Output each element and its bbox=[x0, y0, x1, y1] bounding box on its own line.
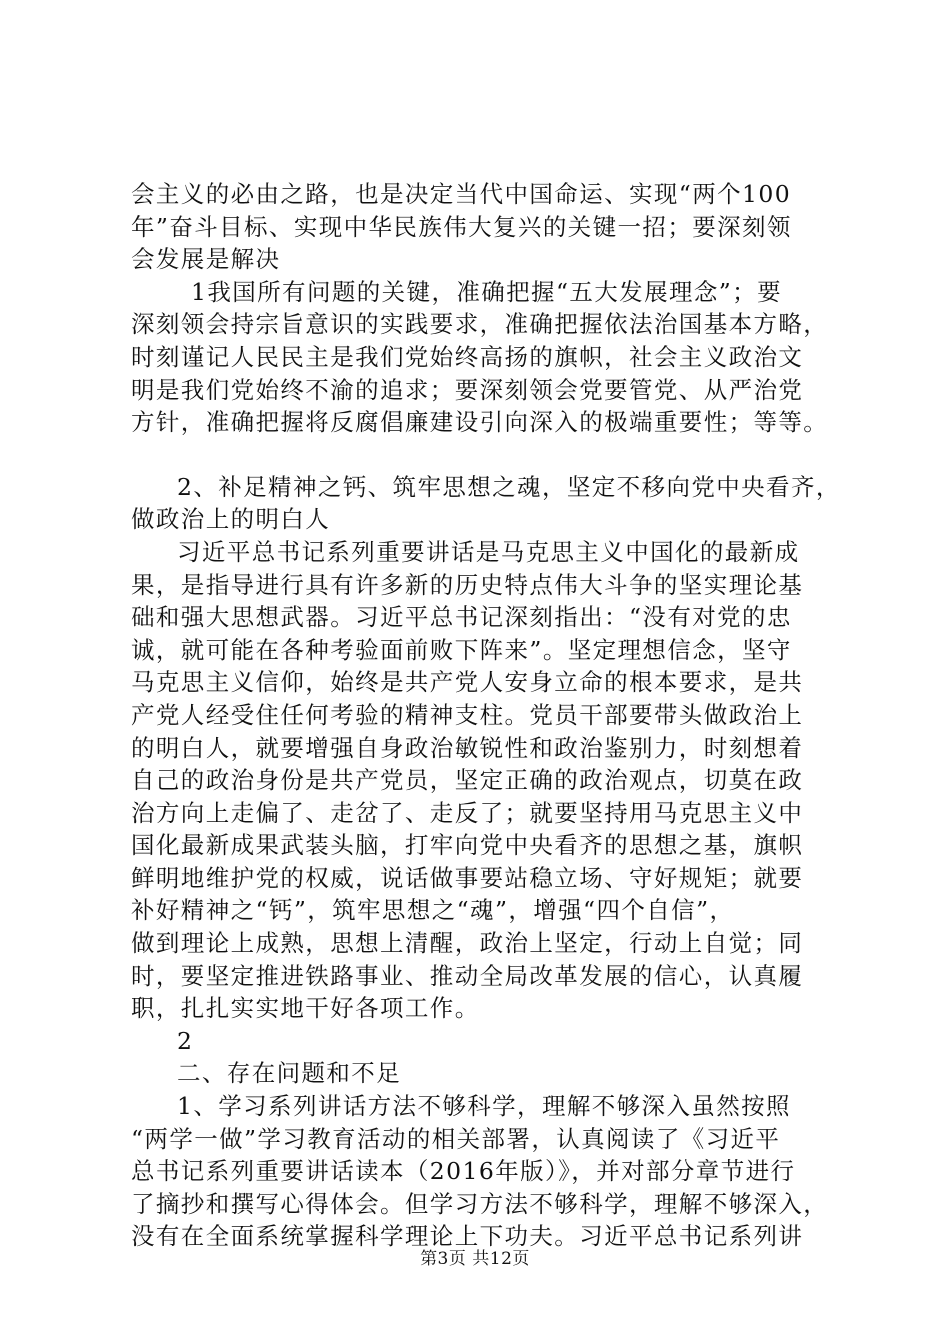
text-line: 1我国所有问题的关键，准确把握“五大发展理念”；要 bbox=[191, 277, 782, 306]
text-line: 马克思主义信仰，始终是共产党人安身立命的根本要求，是共 bbox=[131, 668, 804, 697]
section-heading-line: 2、补足精神之钙、筑牢思想之魂，坚定不移向党中央看齐， bbox=[177, 472, 841, 501]
text-line: 会主义的必由之路，也是决定当代中国命运、实现“两个100 bbox=[131, 180, 792, 208]
page-footer: 第3页 共12页 bbox=[420, 1249, 530, 1269]
text-line: 了摘抄和撰写心得体会。但学习方法不够科学，理解不够深入， bbox=[131, 1189, 829, 1218]
text-line: 深刻领会持宗旨意识的实践要求，准确把握依法治国基本方略， bbox=[131, 310, 829, 339]
text-line: 鲜明地维护党的权威，说话做事要站稳立场、守好规矩；就要 bbox=[131, 863, 804, 892]
text-line: 总书记系列重要讲话读本（2016年版）》，并对部分章节进行 bbox=[131, 1157, 796, 1186]
text-line: 会发展是解决 bbox=[131, 245, 281, 274]
text-line: 没有在全面系统掌握科学理论上下功夫。习近平总书记系列讲 bbox=[131, 1222, 804, 1251]
text-line: 果，是指导进行具有许多新的历史特点伟大斗争的坚实理论基 bbox=[131, 570, 804, 599]
text-line: 职，扎扎实实地干好各项工作。 bbox=[131, 994, 480, 1023]
text-line: 础和强大思想武器。习近平总书记深刻指出：“没有对党的忠 bbox=[131, 603, 792, 632]
page-marker: 2 bbox=[177, 1026, 194, 1055]
text-line: 治方向上走偏了、走岔了、走反了；就要坚持用马克思主义中 bbox=[131, 798, 804, 827]
document-body bbox=[131, 178, 841, 1253]
text-line: 产党人经受住任何考验的精神支柱。党员干部要带头做政治上 bbox=[131, 700, 804, 729]
section-heading: 二、存在问题和不足 bbox=[177, 1059, 402, 1088]
text-line: 自己的政治身份是共产党员，坚定正确的政治观点，切莫在政 bbox=[131, 766, 804, 795]
text-line: 做到理论上成熟，思想上清醒，政治上坚定，行动上自觉；同 bbox=[131, 929, 804, 958]
text-line: 的明白人，就要增强自身政治敏锐性和政治鉴别力，时刻想着 bbox=[131, 733, 804, 762]
section-heading-line: 做政治上的明白人 bbox=[131, 505, 331, 534]
text-line: 补好精神之“钙”，筑牢思想之“魂”，增强“四个自信”， bbox=[131, 896, 735, 925]
text-line: 明是我们党始终不渝的追求；要深刻领会党要管党、从严治党 bbox=[131, 375, 804, 404]
text-line: 1、学习系列讲话方法不够科学，理解不够深入虽然按照 bbox=[177, 1092, 791, 1121]
text-line: 年”奋斗目标、实现中华民族伟大复兴的关键一招；要深刻领 bbox=[131, 212, 792, 241]
text-line: 时，要坚定推进铁路事业、推动全局改革发展的信心，认真履 bbox=[131, 961, 804, 990]
text-line: 国化最新成果武装头脑，打牢向党中央看齐的思想之基，旗帜 bbox=[131, 831, 804, 860]
paragraph-gap bbox=[131, 439, 841, 471]
text-line: 诚，就可能在各种考验面前败下阵来”。坚定理想信念，坚守 bbox=[131, 635, 792, 664]
text-line: 方针，准确把握将反腐倡廉建设引向深入的极端重要性；等等。 bbox=[131, 408, 829, 437]
text-line: “两学一做”学习教育活动的相关部署，认真阅读了《习近平 bbox=[131, 1124, 781, 1153]
text-line: 时刻谨记人民民主是我们党始终高扬的旗帜，社会主义政治文 bbox=[131, 342, 804, 371]
text-line: 习近平总书记系列重要讲话是马克思主义中国化的最新成 bbox=[177, 537, 800, 566]
